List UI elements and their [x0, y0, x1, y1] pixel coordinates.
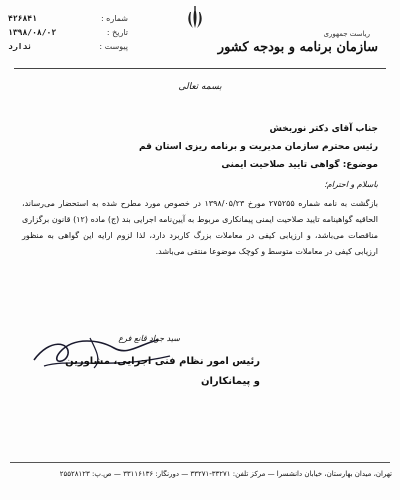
date-value: ۱۳۹۸/۰۸/۰۲ [8, 28, 57, 37]
footer-divider [10, 462, 390, 463]
signer-title [60, 352, 260, 392]
presidency-label: ریاست جمهوری [323, 30, 370, 38]
attachment-label: پیوست : [99, 42, 128, 51]
addressee-block [18, 120, 378, 174]
footer-address: تهران، میدان بهارستان، خیابان دانشسرا [276, 470, 392, 478]
signer-title-line1: رئیس امور نظام فنی اجرایی، مشاورین [65, 356, 260, 367]
letter-body: بازگشت به نامه شماره ۲۷۵۲۵۵ مورخ ۱۳۹۸/۰۵/۲۳ در خصوص مورد مطرح شده به استحضار می‌رساند، الحاقیه گواهینامه تایید صلاحیت ایمنی پیمانکاری مربوط به آیین‌نامه اجرایی بند (ج) ماده (۱۲) قانون برگزاری مناقصات می‌باشد، و ارزیابی کیفی در معاملات بزرگ کاربرد دارد، لذا لزوم ارایه این گواهی به منظور ارزیابی کیفی در معاملات متوسط و کوچک موضوعا منتفی می‌باشد. [22, 199, 379, 256]
greeting: باسلام و احترام؛ [324, 180, 378, 189]
iran-emblem-icon [184, 6, 206, 32]
signer-title-line2: و پیمانکاران [200, 376, 260, 387]
addressee-position: رئیس محترم سازمان مدیریت و برنامه ریزی استان قم [138, 142, 378, 152]
signer-name: سید جواد قانع فرع [118, 334, 180, 343]
org-name: سازمان برنامه و بودجه کشور [217, 40, 378, 55]
number-label: شماره : [100, 14, 128, 23]
number-field [8, 12, 128, 26]
footer-contact: تهران، میدان بهارستان، خیابان دانشسرا — مرکز تلفن: ۳۳۲۷۱-۳۳۲۷۱ — دورنگار: ۳۳۱۱۶۱۳۶ — ص.پ: ۲۵۵۲۸۱۲۳ [59, 470, 392, 478]
date-label: تاریخ : [106, 28, 128, 37]
addressee-name: جناب آقای دکتر نوربخش [269, 124, 378, 134]
attachment-field [8, 40, 128, 54]
attachment-value: ندارد [8, 42, 33, 51]
letter-meta-fields [8, 12, 128, 54]
footer-fax: دورنگار: ۳۳۱۱۶۱۳۶ [123, 470, 179, 478]
besmellah: بسمه تعالی [178, 82, 222, 92]
footer-postal: ص.پ: ۲۵۵۲۸۱۲۳ [59, 470, 112, 478]
date-field [8, 26, 128, 40]
letter-subject: موضوع: گواهی تایید صلاحیت ایمنی [221, 160, 378, 170]
header-divider [14, 68, 386, 69]
org-block [218, 30, 378, 55]
number-value: ۴۲۶۸۴۱ [8, 14, 37, 23]
footer-phone: مرکز تلفن: ۳۳۲۷۱-۳۳۲۷۱ [190, 470, 266, 478]
